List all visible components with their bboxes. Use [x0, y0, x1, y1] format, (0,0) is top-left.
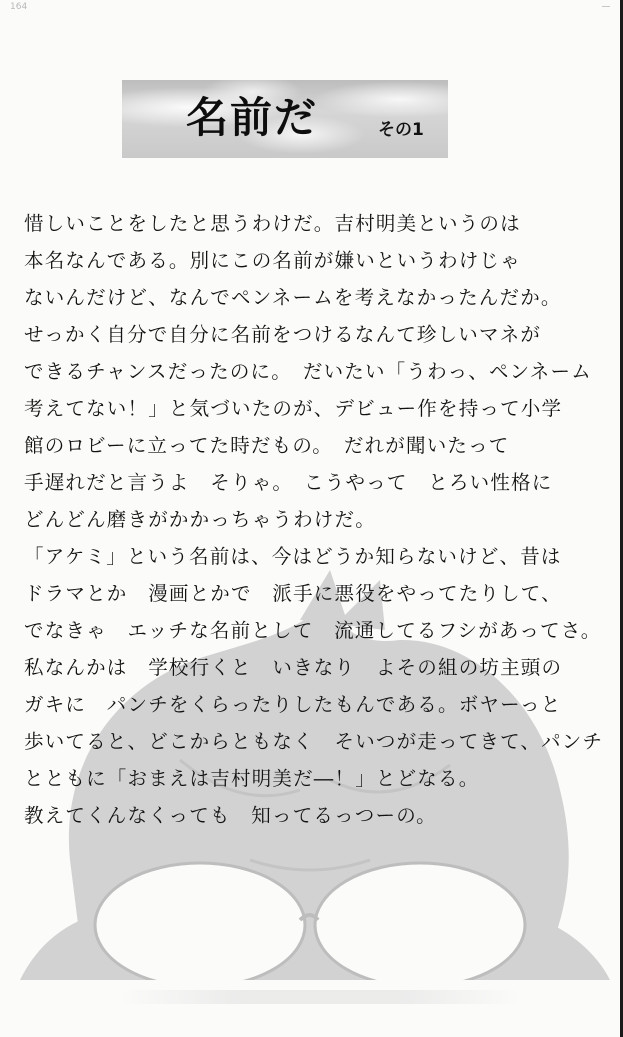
chapter-subtitle: その1 — [378, 120, 424, 140]
text-line: 「アケミ」という名前は、今はどうか知らないけど、昔は — [24, 545, 562, 568]
glasses-right-lens — [315, 863, 525, 980]
essay-body — [24, 205, 604, 834]
text-line: ガキに パンチをくらったりしたもんである。ボヤーっと — [24, 693, 562, 716]
chapter-title: 名前だ — [186, 93, 319, 142]
text-line: 考えてない！」と気づいたのが、デビュー作を持って小学 — [24, 397, 563, 420]
title-banner — [122, 80, 448, 158]
text-line: 惜しいことをしたと思うわけだ。吉村明美というのは — [24, 212, 521, 235]
text-line: 手遅れだと言うよ そりゃ。 こうやって とろい性格に — [24, 471, 553, 494]
text-line: とともに「おまえは吉村明美だ―！」とどなる。 — [24, 767, 480, 790]
page-number: 164 — [10, 2, 28, 12]
text-line: ドラマとか 漫画とかで 派手に悪役をやってたりして、 — [24, 582, 562, 605]
corner-mark — [602, 6, 610, 15]
text-line: どんどん磨きがかかっちゃうわけだ。 — [24, 508, 376, 531]
text-line: できるチャンスだったのに。 だいたい「うわっ、ペンネーム — [24, 360, 592, 383]
text-line: 私なんかは 学校行くと いきなり よその組の坊主頭の — [24, 656, 563, 679]
text-line: 歩いてると、どこからともなく そいつが走ってきて、パンチ — [24, 730, 604, 753]
text-line: 館のロビーに立ってた時だもの。 だれが聞いたって — [24, 434, 510, 457]
text-line: 本名なんである。別にこの名前が嫌いというわけじゃ — [24, 249, 521, 272]
glasses-left-lens — [95, 863, 305, 980]
text-line: せっかく自分で自分に名前をつけるなんて珍しいマネが — [24, 323, 542, 346]
text-line: 教えてくんなくっても 知ってるっつーの。 — [24, 804, 437, 827]
text-line: ないんだけど、なんでペンネームを考えなかったんだか。 — [24, 286, 562, 309]
bleed-through-smudge — [120, 990, 520, 1004]
text-line: でなきゃ エッチな名前として 流通してるフシがあってさ。 — [24, 619, 602, 642]
